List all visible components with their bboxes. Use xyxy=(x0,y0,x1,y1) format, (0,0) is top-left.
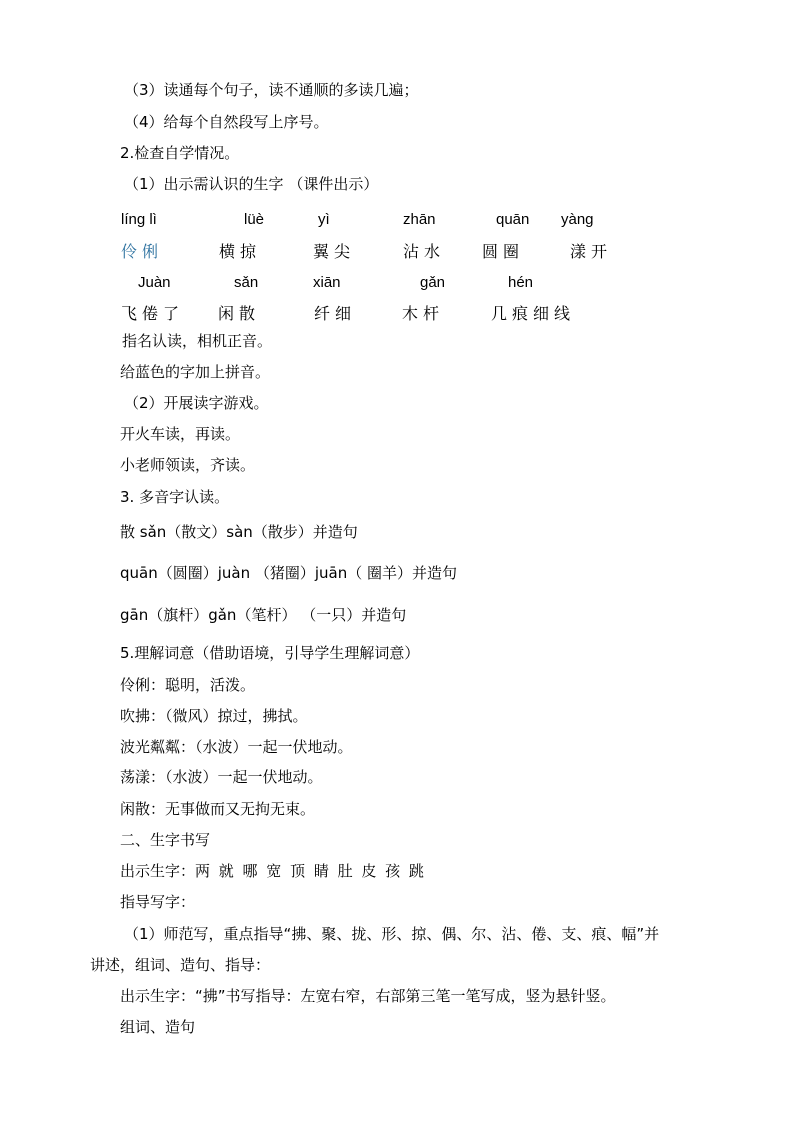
pinyin-2-2: sǎn xyxy=(234,274,259,291)
writing-step-1-cont: 讲述，组词、造句、指导： xyxy=(90,956,271,974)
section-polyphonic: 3. 多音字认读。 xyxy=(120,488,230,506)
word-2-1: 飞倦了 xyxy=(121,304,185,323)
pinyin-1-2: lüè xyxy=(244,211,265,228)
instruction-lead-reading: 小老师领读，齐读。 xyxy=(120,456,256,474)
step-number-paragraphs: （4）给每个自然段写上序号。 xyxy=(124,113,329,131)
word-2-5: 几痕细线 xyxy=(491,304,576,323)
word-2-4: 木杆 xyxy=(402,304,445,323)
instruction-read-correct: 指名认读，相机正音。 xyxy=(122,332,273,350)
definition-xiansan: 闲散：无事做而又无拘无束。 xyxy=(120,800,316,818)
instruction-add-pinyin: 给蓝色的字加上拼音。 xyxy=(120,363,271,381)
pinyin-1-4: zhān xyxy=(403,211,436,228)
writing-step-1: （1）师范写，重点指导“拂、聚、拢、形、掠、偶、尔、沾、倦、支、痕、幅”并 xyxy=(124,925,660,943)
step-show-characters: （1）出示需认识的生字 （课件出示） xyxy=(124,175,379,193)
section-check-self-study: 2.检查自学情况。 xyxy=(120,144,240,162)
writing-characters: 出示生字：两 就 哪 宽 顶 睛 肚 皮 孩 跳 xyxy=(120,862,424,880)
polyphonic-quan: quān（圆圈）juàn （猪圈）juān（ 圈羊）并造句 xyxy=(120,564,458,582)
writing-guidance: 指导写字： xyxy=(120,893,196,911)
definition-dangyang: 荡漾：（水波）一起一伏地动。 xyxy=(120,768,323,786)
pinyin-2-3: xiān xyxy=(313,274,341,291)
writing-fu-guidance: 出示生字：“拂”书写指导：左宽右窄，右部第三笔一笔写成，竖为悬针竖。 xyxy=(120,987,616,1005)
polyphonic-san: 散 sǎn（散文）sàn（散步）并造句 xyxy=(120,523,358,541)
definition-chuifu: 吹拂：（微风）掠过，拂拭。 xyxy=(120,707,308,725)
word-1-3: 翼尖 xyxy=(313,242,356,261)
polyphonic-gan: gān（旗杆）gǎn（笔杆） （一只）并造句 xyxy=(120,606,407,624)
pinyin-1-6: yàng xyxy=(561,211,594,228)
word-2-3: 纤细 xyxy=(314,304,357,323)
pinyin-1-5: quān xyxy=(496,211,530,228)
word-1-5: 圆圈 xyxy=(482,242,525,261)
pinyin-1-3: yì xyxy=(318,211,330,228)
definition-boguang: 波光粼粼：（水波）一起一伏地动。 xyxy=(120,738,353,756)
word-1-6: 漾开 xyxy=(570,242,613,261)
section-word-meaning: 5.理解词意（借助语境，引导学生理解词意） xyxy=(120,644,420,662)
step-read-sentences: （3）读通每个句子，读不通顺的多读几遍； xyxy=(124,81,419,99)
word-1-2: 横掠 xyxy=(219,242,262,261)
word-1-1: 伶俐 xyxy=(121,242,164,261)
writing-compose: 组词、造句 xyxy=(120,1018,196,1036)
step-reading-game: （2）开展读字游戏。 xyxy=(124,394,269,412)
pinyin-1-1: líng lì xyxy=(121,211,157,228)
instruction-train-reading: 开火车读，再读。 xyxy=(120,425,241,443)
word-1-4: 沾水 xyxy=(403,242,446,261)
definition-lingli: 伶俐：聪明，活泼。 xyxy=(120,676,256,694)
pinyin-2-1: Juàn xyxy=(138,274,171,291)
pinyin-2-4: gǎn xyxy=(420,274,446,291)
word-2-2: 闲散 xyxy=(218,304,261,323)
pinyin-2-5: hén xyxy=(508,274,534,291)
section-writing: 二、生字书写 xyxy=(120,831,211,849)
